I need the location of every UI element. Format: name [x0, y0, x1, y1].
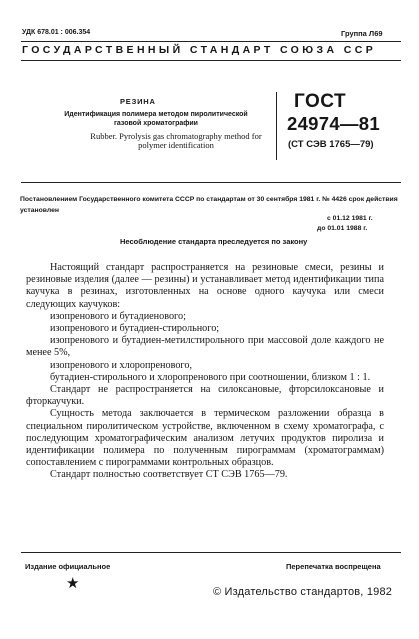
list-item: изопренового и бутадиенового; [50, 310, 186, 322]
exclusion-paragraph: Стандарт не распространяется на силоксановые, фторсилоксановые и фторкаучуки. [26, 384, 384, 408]
violation-notice: Несоблюдение стандарта преследуется по закону [120, 237, 308, 246]
method-paragraph: Сущность метода заключается в термическом разложении образца в специальном пиролитическом устройстве, включенном в схему хроматографа, с последующим хроматографическим анализом летучих продуктов пиролиза и идентификации полимера по полученным пирограммам (хроматограммам) сопоставлением с пирограммами контрольных образцов. [26, 408, 384, 469]
gost-number: 24974—81 [287, 113, 380, 134]
gost-label: ГОСТ [294, 91, 347, 112]
udk-code: УДК 678.01 : 006.354 [22, 29, 91, 36]
document-title: РЕЗИНА [120, 97, 156, 106]
list-item: изопренового и бутадиен-стирольного; [50, 323, 220, 335]
top-rule [21, 41, 401, 42]
subtitle-line-2: газовой хроматографии [114, 120, 198, 127]
english-title-line-2: polymer identification [138, 140, 214, 150]
validity-dates [315, 214, 402, 234]
english-title-line-1: Rubber. Pyrolysis gas chromatography method for [90, 131, 262, 141]
reprint-prohibited-label: Перепечатка воспрещена [286, 562, 381, 571]
list-item: изопренового и хлоропренового, [50, 359, 192, 371]
official-edition-label: Издание официальное [25, 562, 111, 571]
header-vertical-divider [276, 92, 277, 160]
decree-text: Постановлением Государственного комитета СССР по стандартам от 30 сентября 1981 г. № 4426 срок действия установлен [20, 196, 398, 214]
subtitle-line-1: Идентификация полимера методом пиролитической [64, 111, 248, 118]
document-subtitle [62, 110, 250, 128]
star-icon: ★ [66, 576, 80, 592]
title-rule [21, 60, 401, 61]
group-code: Группа Л69 [341, 29, 383, 38]
standard-title: ГОСУДАРСТВЕННЫЙ СТАНДАРТ СОЮЗА ССР [22, 44, 377, 56]
date-from: с 01.12 1981 г. [327, 215, 373, 222]
list-item: изопренового и бутадиен-метилстирольного при массовой доле каждого не менее 5%, [26, 335, 384, 359]
date-to: до 01.01 1988 г. [317, 225, 368, 232]
body-text [26, 262, 384, 482]
compliance-paragraph: Стандарт полностью соответствует СТ СЭВ 1765—79. [50, 469, 288, 481]
decree-rule [21, 182, 401, 183]
scope-paragraph: Настоящий стандарт распространяется на резиновые смеси, резины и резиновые изделия (далее — резины) и устанавливает метод идентификации типа каучука в резинах, изготовленных на основе одного каучука или смеси следующих каучуков: [26, 262, 384, 310]
list-item: бутадиен-стирольного и хлоропренового при соотношении, близком 1 : 1. [50, 371, 371, 383]
cmea-reference: (СТ СЭВ 1765—79) [288, 139, 374, 150]
copyright-notice: © Издательство стандартов, 1982 [213, 586, 393, 598]
english-title [85, 132, 267, 150]
footer-rule [21, 552, 401, 553]
